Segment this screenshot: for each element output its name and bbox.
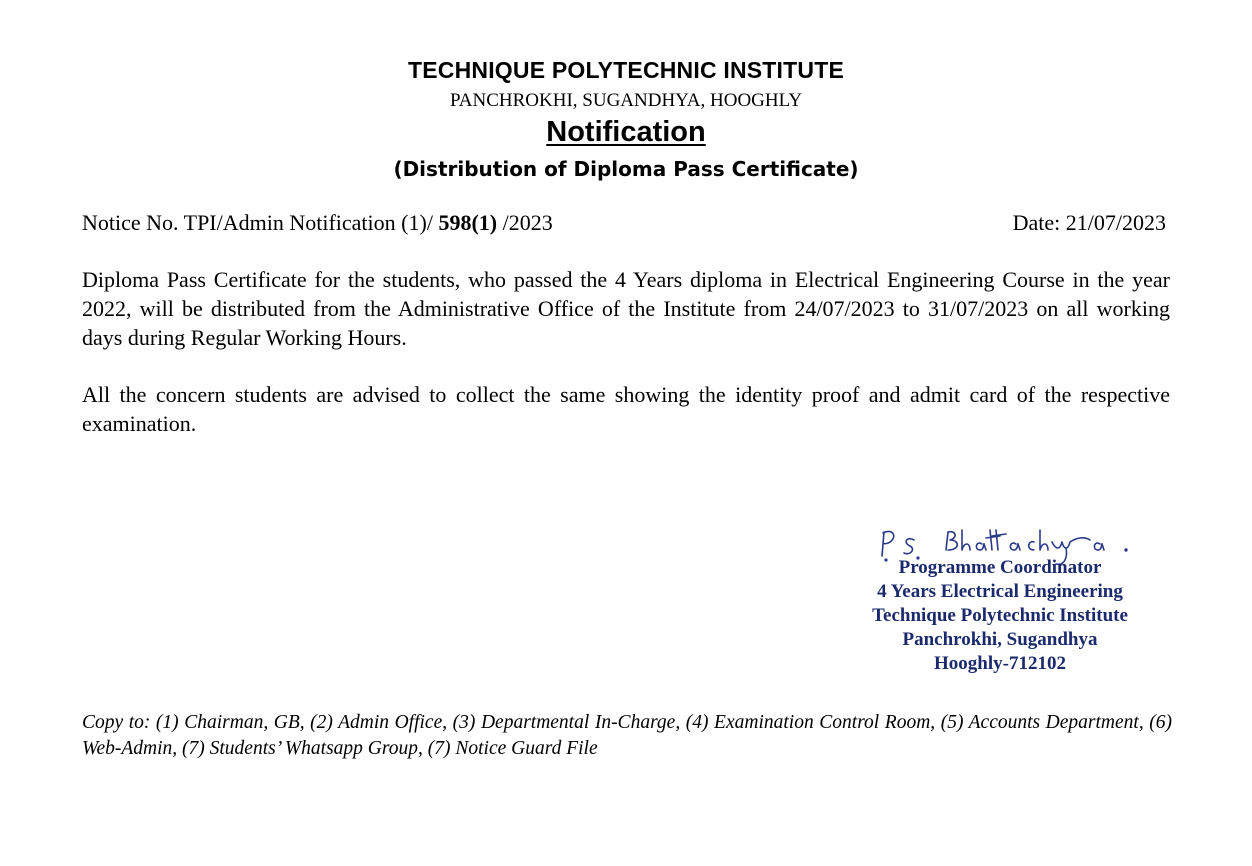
- page-title: Notification: [546, 116, 706, 148]
- signatory-designation: Programme Coordinator: [898, 557, 1102, 578]
- signatory-block: [840, 556, 1160, 676]
- notice-number-suffix: /2023: [497, 210, 553, 235]
- signatory-place: Panchrokhi, Sugandhya: [902, 629, 1098, 650]
- copy-to-list: Copy to: (1) Chairman, GB, (2) Admin Office, (3) Departmental In-Charge, (4) Examination Control Room, (5) Accounts Department, (6) Web-Admin, (7) Students’ Whatsapp Group, (7) Notice Guard File: [82, 712, 1172, 759]
- institute-name: TECHNIQUE POLYTECHNIC INSTITUTE: [408, 57, 844, 83]
- signatory-district: Hooghly-712102: [934, 653, 1066, 674]
- body-paragraph-2: All the concern students are advised to collect the same showing the identity proof and admit card of the respective examination.: [82, 382, 1170, 436]
- institute-address: PANCHROKHI, SUGANDHYA, HOOGHLY: [449, 90, 803, 111]
- signatory-department: 4 Years Electrical Engineering: [877, 581, 1123, 602]
- notice-number-prefix: Notice No. TPI/Admin Notification (1)/: [82, 210, 439, 235]
- notice-date: Date: 21/07/2023: [1012, 210, 1166, 235]
- notice-number: 598(1): [438, 210, 498, 235]
- signatory-institute: Technique Polytechnic Institute: [872, 605, 1128, 626]
- body-paragraph-1: Diploma Pass Certificate for the students, who passed the 4 Years diploma in Electrical Engineering Course in the year 2022, will be distributed from the Administrative Office of the Institute from 24/07/2023 to 31/07/2023 on all working days during Regular Working Hours.: [82, 267, 1170, 350]
- notice-number-line: [82, 210, 1166, 236]
- notice-subtitle: (Distribution of Diploma Pass Certificate): [393, 157, 859, 181]
